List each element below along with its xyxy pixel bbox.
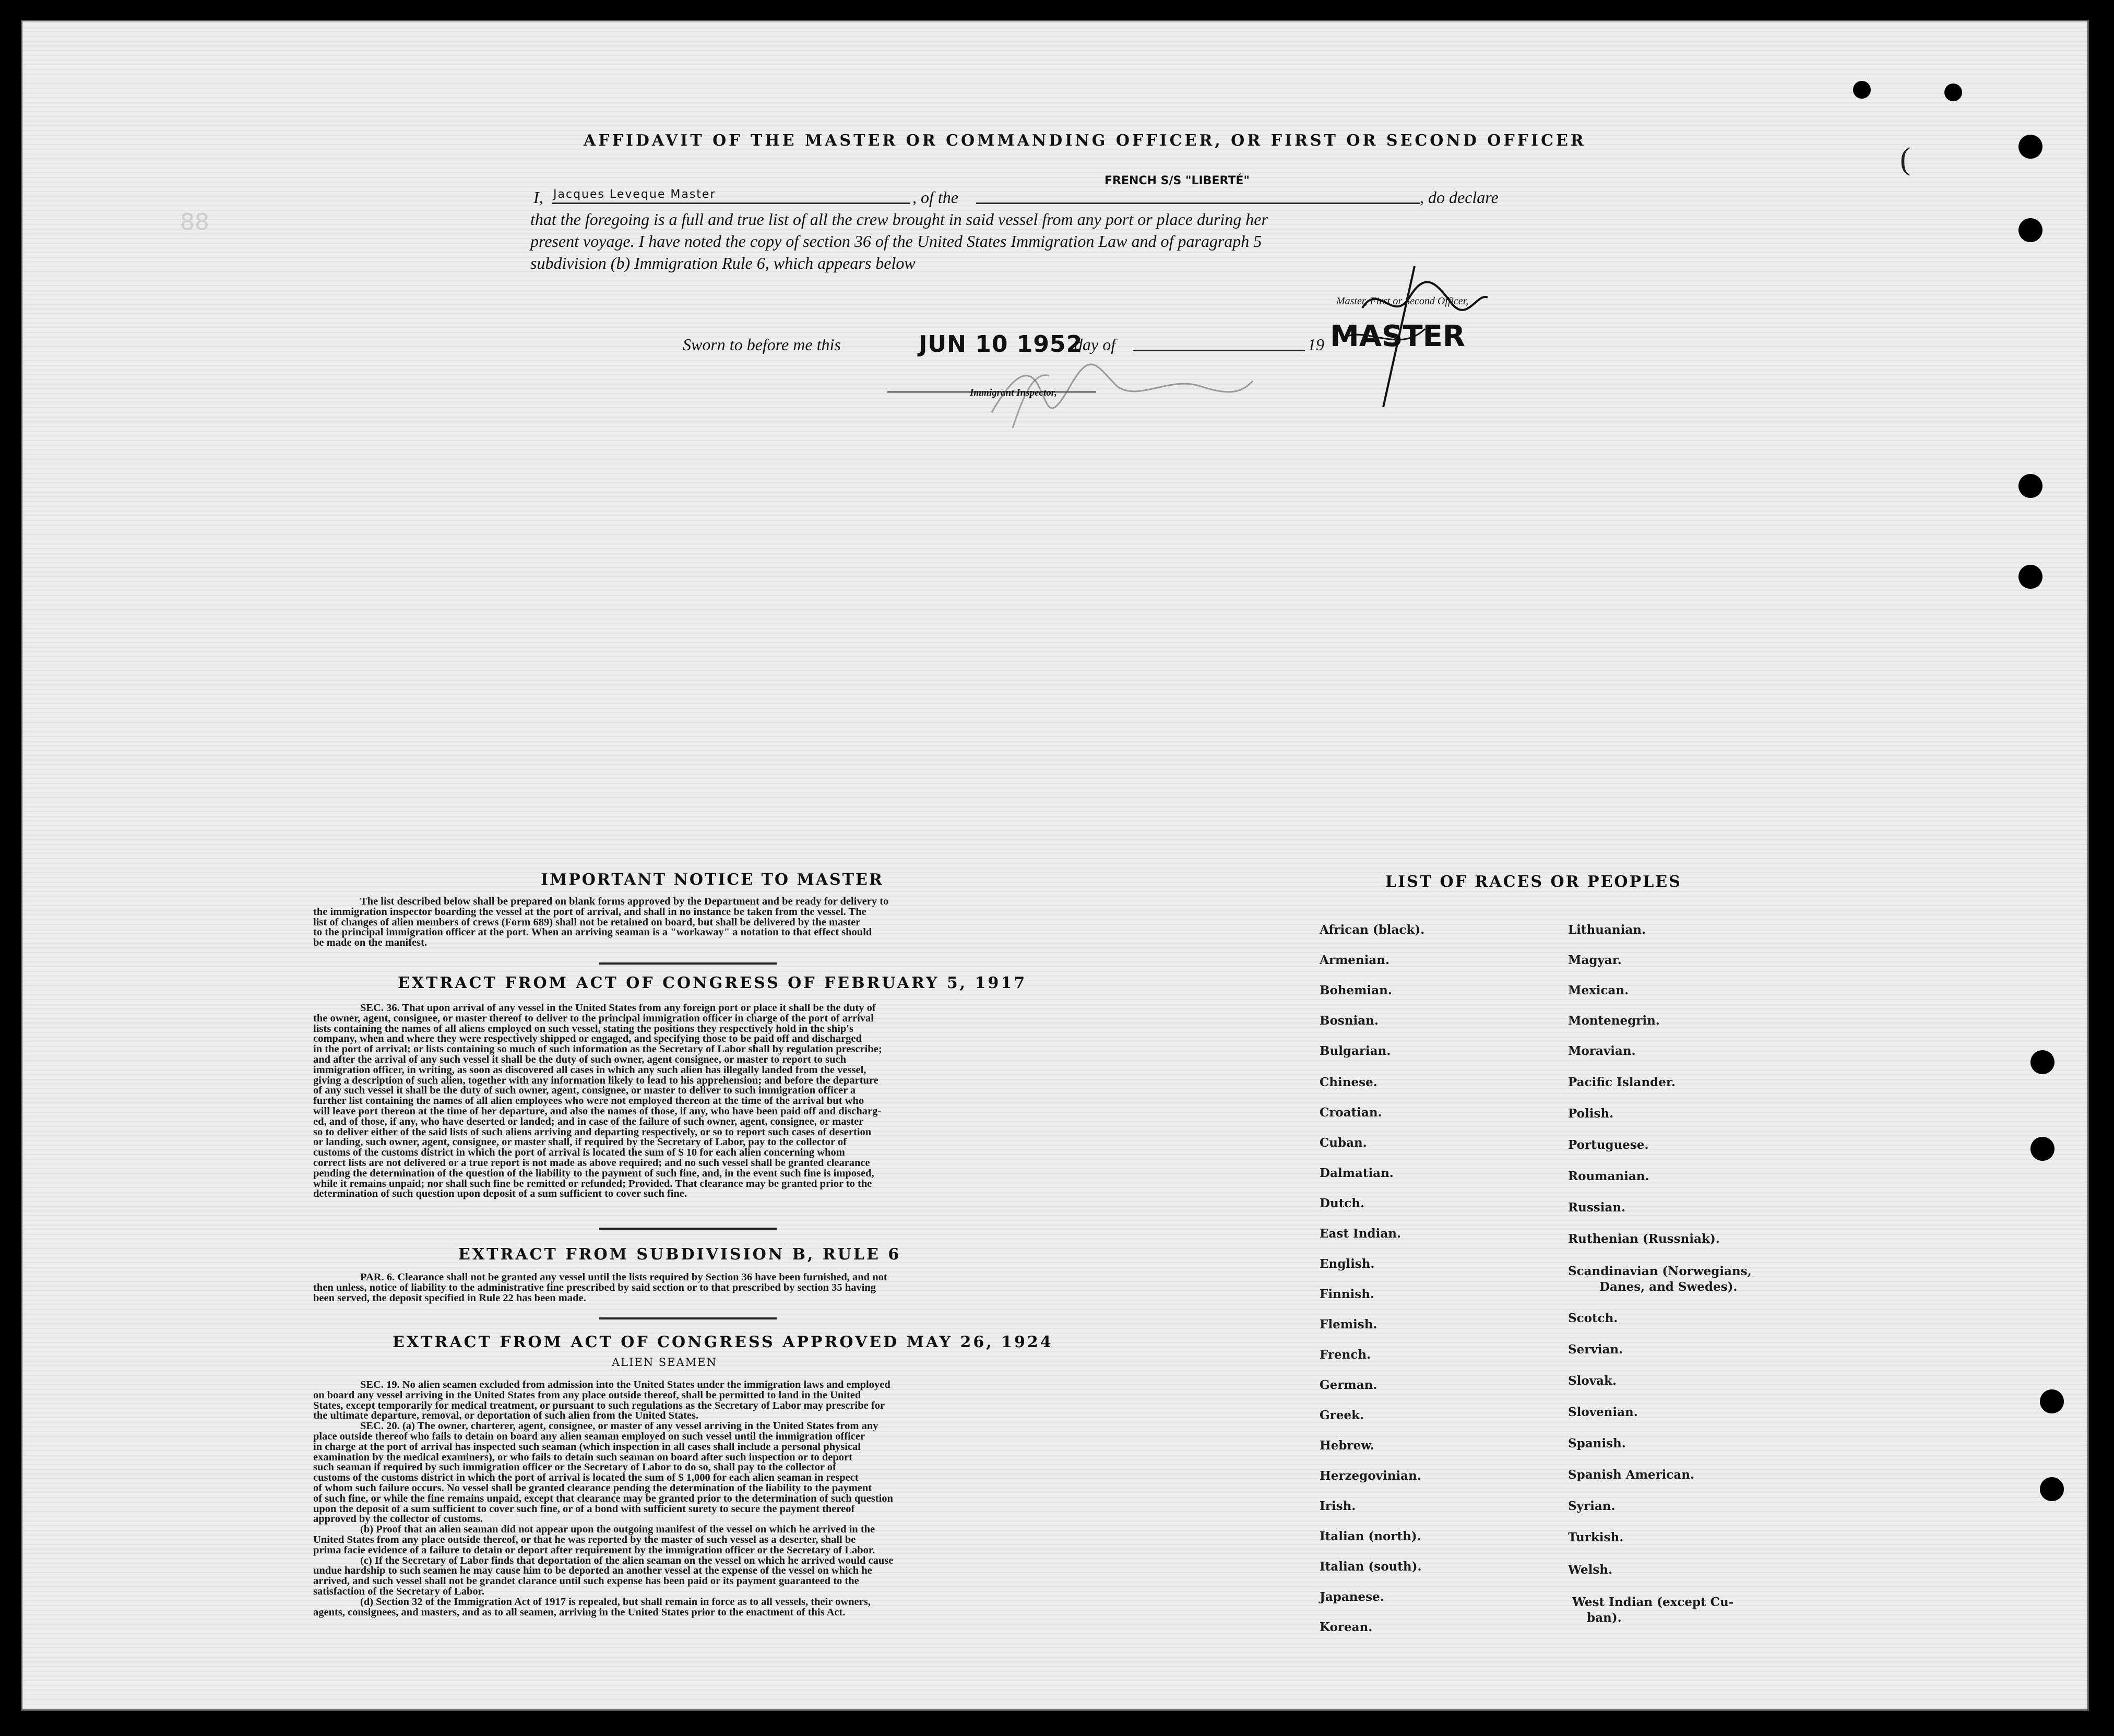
extract-1917-body — [313, 1003, 1090, 1199]
race-item: Roumanian. — [1568, 1169, 1649, 1183]
paragraph-line: then unless, notice of liability to the administrative fine prescribed by said section or to that prescribed by section 35 having — [313, 1281, 876, 1293]
section-line: (b) Proof that an alien seaman did not appear upon the outgoing manifest of the vessel on which he arrived in the — [360, 1524, 875, 1536]
race-item: Slovenian. — [1568, 1405, 1638, 1419]
race-item: Finnish. — [1320, 1287, 1374, 1301]
race-item: Hebrew. — [1320, 1438, 1374, 1453]
race-item: Spanish American. — [1568, 1468, 1695, 1482]
section-line: arrived, and such vessel shall not be grandet clarance until such expense has been paid or its payment guaranteed to the — [313, 1575, 859, 1587]
affidavit-title: AFFIDAVIT OF THE MASTER OR COMMANDING OFFICER, OR FIRST OR SECOND OFFICER — [584, 132, 1586, 150]
race-item: Ruthenian (Russniak). — [1568, 1232, 1720, 1246]
race-item: Flemish. — [1320, 1317, 1377, 1331]
section-line: pending the determination of the question of the liability to the payment of such fine, and, in the event such fine is imposed, — [313, 1167, 874, 1179]
section-line: customs of the customs district in which the port of arrival is located the sum of $ 1,000 for each alien seaman in respect — [313, 1472, 859, 1484]
race-item: Turkish. — [1568, 1530, 1624, 1544]
races-title: LIST OF RACES OR PEOPLES — [1385, 873, 1682, 891]
section-line: and after the arrival of any such vessel it shall be the duty of such owner, agent consignee, or master to report to such — [313, 1053, 846, 1065]
vessel-field-line — [976, 187, 1420, 204]
extract-1924-subtitle: ALIEN SEAMEN — [612, 1356, 717, 1369]
section-line: will leave port thereon at the time of her departure, and also the names of those, if any, who have been paid off and discharg- — [313, 1105, 882, 1117]
race-item: Magyar. — [1568, 953, 1622, 967]
section-line: such seaman if required by such immigration officer or the Secretary of Labor to do so, shall pay to the collector of — [313, 1461, 836, 1473]
race-item: Irish. — [1320, 1499, 1356, 1513]
date-stamp: JUN 10 1952 — [919, 331, 1083, 358]
notice-line: to the principal immigration officer at the port. When an arriving seaman is a "workaway" a notation to that effect should — [313, 926, 872, 938]
race-item: Scandinavian (Norwegians, — [1568, 1264, 1752, 1278]
punch-hole — [2018, 474, 2042, 498]
affidavit-line-4: subdivision (b) Immigration Rule 6, which appears below — [530, 254, 916, 272]
race-item: Chinese. — [1320, 1075, 1377, 1089]
section-line: while it remains unpaid; nor shall such fine be remitted or refunded; Provided. That clearance may be granted prior to the — [313, 1178, 872, 1190]
notice-line: the immigration inspector boarding the vessel at the port of arrival, and shall in no instance be taken from the vessel. The — [313, 906, 866, 918]
race-item: Slovak. — [1568, 1374, 1617, 1388]
year-prefix: 19 — [1308, 335, 1324, 354]
race-item: Italian (north). — [1320, 1529, 1421, 1543]
master-signature — [1331, 261, 1550, 412]
section-line: agents, consignees, and masters, and as to all seamen, arriving in the United States prior to the enactment of this Act. — [313, 1606, 846, 1618]
divider — [599, 1228, 777, 1230]
race-item: German. — [1320, 1378, 1377, 1392]
section-line: on board any vessel arriving in the United States from any place outside thereof, shall be permitted to land in the United — [313, 1389, 861, 1401]
master-name: Jacques Leveque Master — [553, 188, 716, 201]
section-line: of whom such failure occurs. No vessel shall be granted clearance pending the determination of the liability to the payment — [313, 1482, 872, 1494]
race-item: Spanish. — [1568, 1436, 1626, 1450]
section-line: in the port of arrival; or lists containing so much of such information as the Secretary of Labor shall by regulation prescribe; — [313, 1043, 882, 1055]
inspector-caption: Immigrant Inspector, — [970, 387, 1057, 398]
race-item: Danes, and Swedes). — [1599, 1280, 1738, 1294]
affidavit-line-2: that the foregoing is a full and true list of all the crew brought in said vessel from any port or place during her — [530, 210, 1268, 229]
punch-hole — [2030, 1050, 2054, 1074]
race-item: Korean. — [1320, 1620, 1373, 1634]
section-line: further list containing the names of all alien employees who were not employed thereon at the time of the arrival but who — [313, 1095, 864, 1107]
race-item: Syrian. — [1568, 1499, 1616, 1513]
race-item: Dutch. — [1320, 1196, 1365, 1210]
punch-hole — [2040, 1389, 2064, 1413]
race-item: Servian. — [1568, 1342, 1623, 1357]
master-stamp: MASTER — [1330, 319, 1465, 353]
affidavit-do-declare: , do declare — [1420, 188, 1499, 207]
race-item: Portuguese. — [1568, 1138, 1649, 1152]
race-item: English. — [1320, 1257, 1375, 1271]
punch-hole — [1853, 81, 1871, 99]
section-line: SEC. 19. No alien seamen excluded from admission into the United States under the immigration laws and employed — [360, 1379, 890, 1390]
race-item: Moravian. — [1568, 1044, 1636, 1058]
section-line: in charge at the port of arrival has inspected such seaman (which inspection in all cases shall include a personal physical — [313, 1441, 861, 1453]
inspector-signature — [981, 355, 1263, 433]
race-item: Cuban. — [1320, 1136, 1367, 1150]
punch-hole — [1944, 84, 1962, 101]
section-line: United States from any place outside thereof, or that he was reported by the master of such vessel as a deserter, shall be — [313, 1533, 856, 1545]
margin-mark: 88 — [180, 209, 209, 235]
divider — [599, 1317, 777, 1319]
race-item: East Indian. — [1320, 1227, 1401, 1241]
race-item: Lithuanian. — [1568, 923, 1646, 937]
section-line: SEC. 36. That upon arrival of any vessel in the United States from any foreign port or place it shall be the duty of — [360, 1002, 876, 1014]
race-item: Greek. — [1320, 1408, 1364, 1422]
race-item: Bulgarian. — [1320, 1044, 1391, 1058]
race-item: Croatian. — [1320, 1105, 1382, 1120]
race-item: Bosnian. — [1320, 1014, 1379, 1028]
race-item: Herzegovinian. — [1320, 1469, 1421, 1483]
divider — [599, 962, 777, 965]
vessel-name: FRENCH S/S "LIBERTÉ" — [1104, 174, 1250, 187]
race-item: Montenegrin. — [1568, 1014, 1660, 1028]
section-line: of such fine, or while the fine remains unpaid, except that clearance may be granted prior to the determination of such question — [313, 1492, 893, 1504]
race-item: Italian (south). — [1320, 1560, 1422, 1574]
subdivision-body — [313, 1273, 1090, 1303]
punch-hole — [2030, 1137, 2054, 1161]
section-line: lists containing the names of all aliens employed on such vessel, stating the positions they respectively hold in the ship's — [313, 1022, 853, 1035]
sworn-prefix: Sworn to before me this — [683, 335, 841, 354]
race-item: French. — [1320, 1348, 1371, 1362]
race-item: Welsh. — [1568, 1563, 1613, 1577]
race-item: Armenian. — [1320, 953, 1390, 967]
notice-line: be made on the manifest. — [313, 937, 427, 949]
section-line: the owner, agent, consignee, or master thereof to deliver to the principal immigration officer in charge of the port of arrival — [313, 1012, 874, 1024]
section-line: determination of such question upon deposit of a sum sufficient to cover such fine. — [313, 1188, 687, 1200]
paragraph-line: PAR. 6. Clearance shall not be granted any vessel until the lists required by Section 36 have been furnished, and not — [360, 1271, 887, 1283]
section-line: company, when and where they were respectively shipped or engaged, and specifying those to be paid off and discharged — [313, 1033, 862, 1045]
day-field-line — [1133, 334, 1305, 351]
section-line: (d) Section 32 of the Immigration Act of 1917 is repealed, but shall remain in force as to all vessels, their owners, — [360, 1596, 871, 1608]
section-line: the ultimate departure, removal, or deportation of such alien from the United States. — [313, 1410, 699, 1422]
section-line: satisfaction of the Secretary of Labor. — [313, 1585, 484, 1597]
section-line: correct lists are not delivered or a true report is not made as above required; and no such vessel shall be granted clearance — [313, 1157, 870, 1169]
race-item: ban). — [1587, 1611, 1622, 1625]
race-item: Polish. — [1568, 1107, 1614, 1121]
extract-1924-body — [313, 1380, 1090, 1618]
punch-hole — [2018, 218, 2042, 242]
section-line: ed, and of those, if any, who have deserted or landed; and in case of the failure of such owner, agent, consignee, or master — [313, 1115, 864, 1127]
race-item: Pacific Islander. — [1568, 1075, 1676, 1089]
punch-hole — [2018, 135, 2042, 159]
race-item: Bohemian. — [1320, 983, 1392, 997]
notice-body — [313, 897, 1090, 948]
affidavit-of-the: , of the — [912, 188, 958, 207]
paragraph-line: been served, the deposit specified in Rule 22 has been made. — [313, 1292, 586, 1304]
race-item: Mexican. — [1568, 983, 1629, 997]
punch-hole — [2018, 565, 2042, 589]
race-item: Russian. — [1568, 1200, 1626, 1215]
race-item: Scotch. — [1568, 1311, 1618, 1325]
section-line: customs of the customs district in which the port of arrival is located the sum of $ 10 for each alien concerning whom — [313, 1147, 845, 1159]
section-line: so to deliver either of the said lists of such aliens arriving and departing respectively, or so to report such cases of desertion — [313, 1126, 872, 1138]
section-line: undue hardship to such seamen he may cause him to be deported an another vessel at the expense of the vessel on which he — [313, 1565, 872, 1577]
section-line: prima facie evidence of a failure to detain or deport after requirement by the immigration officer or the Secretary of Labor. — [313, 1544, 875, 1556]
affidavit-line-3: present voyage. I have noted the copy of section 36 of the United States Immigration Law and of paragraph 5 — [530, 232, 1262, 251]
notice-line: The list described below shall be prepared on blank forms approved by the Department and be ready for delivery to — [360, 896, 889, 907]
section-line: approved by the collector of customs. — [313, 1513, 483, 1525]
section-line: or landing, such owner, agent, consignee, or master shall, if required by the Secretary of Labor, pay to the collector of — [313, 1136, 847, 1148]
extract-1924-title: EXTRACT FROM ACT OF CONGRESS APPROVED MAY 26, 1924 — [393, 1333, 1053, 1351]
notice-title: IMPORTANT NOTICE TO MASTER — [541, 871, 884, 889]
race-item: African (black). — [1320, 923, 1425, 937]
section-line: States, except temporarily for medical treatment, or pursuant to such regulations as the Secretary of Labor may prescribe for — [313, 1399, 885, 1411]
punch-hole — [2040, 1477, 2064, 1501]
pen-mark: ( — [1900, 141, 1910, 176]
subdivision-title: EXTRACT FROM SUBDIVISION B, RULE 6 — [458, 1245, 901, 1264]
section-line: (c) If the Secretary of Labor finds that deportation of the alien seaman on the vessel on which he arrived would cause — [360, 1554, 894, 1566]
race-item: West Indian (except Cu- — [1572, 1595, 1734, 1609]
section-line: SEC. 20. (a) The owner, charterer, agent, consignee, or master of any vessel arriving in the United States from any — [360, 1420, 878, 1432]
section-line: giving a description of such alien, together with any information likely to lead to his apprehension; and before the departure — [313, 1074, 878, 1086]
section-line: examination by the medical examiners), or who fails to detain such seaman on board after such inspection or to deport — [313, 1451, 852, 1463]
officer-caption: Master, First or Second Officer, — [1336, 295, 1469, 307]
race-item: Dalmatian. — [1320, 1166, 1394, 1180]
section-line: upon the deposit of a sum sufficient to cover such fine, or of a bond with sufficient surety to secure the payment thereof — [313, 1503, 855, 1515]
section-line: of any such vessel it shall be the duty of such owner, agent, consignee, or master to deliver to such immigration officer a — [313, 1085, 856, 1097]
day-of: day of — [1074, 335, 1116, 354]
race-item: Japanese. — [1320, 1590, 1384, 1604]
affidavit-pre-name: I, — [533, 188, 543, 207]
notice-line: list of changes of alien members of crews (Form 689) shall not be retained on board, but shall be delivered by the master — [313, 916, 861, 928]
extract-1917-title: EXTRACT FROM ACT OF CONGRESS OF FEBRUARY 5, 1917 — [398, 974, 1027, 992]
section-line: immigration officer, in writing, as soon as discovered all cases in which any such alien has illegally landed from the vessel, — [313, 1064, 866, 1076]
section-line: place outside thereof who fails to detain on board any alien seaman employed on such vessel until the immigration officer — [313, 1430, 865, 1442]
